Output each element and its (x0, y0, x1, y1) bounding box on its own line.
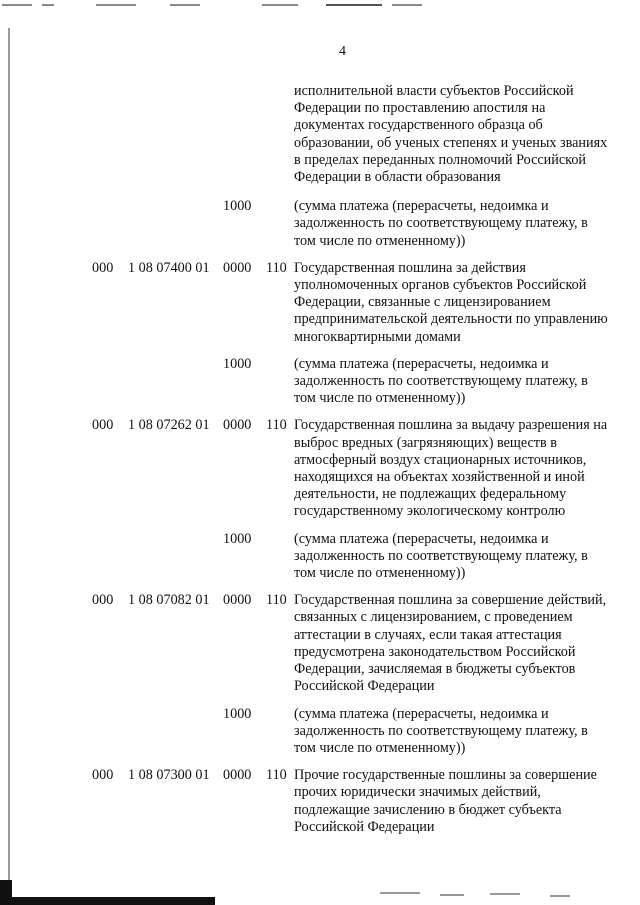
kind-code: 110 (266, 259, 287, 276)
subcode: 1000 (223, 198, 252, 215)
page-number: 4 (339, 44, 346, 59)
item-description: Государственная пошлина за действия уполномоченных органов субъектов Российской Федерации, связанные с лицензированием предпринимательской деятельности по управлению многоквартирными домами (294, 259, 608, 345)
scan-artifact-bottom (380, 892, 610, 898)
payment-description: (сумма платежа (перерасчеты, недоимка и задолженность по соответствующему платежу, в том числе по отмененному)) (294, 198, 588, 249)
subcode: 0000 (223, 259, 252, 276)
subcode: 1000 (223, 530, 252, 547)
admin-code: 000 (92, 767, 114, 784)
income-code: 1 08 07082 01 (128, 592, 210, 609)
admin-code: 000 (92, 417, 114, 434)
payment-row (0, 706, 640, 758)
item-description: Государственная пошлина за выдачу разрешения на выброс вредных (загрязняющих) веществ в атмосферный воздух стационарных источников, находящихся на объектах хозяйственной и иной деятельности, не подлежащих федеральному государственному экологическому контролю (294, 417, 608, 520)
payment-description: (сумма платежа (перерасчеты, недоимка и задолженность по соответствующему платежу, в том числе по отмененному)) (294, 705, 588, 756)
subcode: 0000 (223, 417, 252, 434)
income-code: 1 08 07300 01 (128, 767, 210, 784)
kind-code: 110 (266, 767, 287, 784)
admin-code: 000 (92, 259, 114, 276)
item-description: Прочие государственные пошлины за совершение прочих юридически значимых действий, подлежащие зачислению в бюджет субъекта Российской Федерации (294, 767, 597, 835)
scan-artifact-top (0, 0, 640, 14)
budget-code-row (0, 767, 640, 836)
subcode: 0000 (223, 767, 252, 784)
kind-code: 110 (266, 417, 287, 434)
income-code: 1 08 07262 01 (128, 417, 210, 434)
budget-code-row (0, 417, 640, 520)
budget-code-row (0, 592, 640, 695)
payment-row (0, 356, 640, 408)
continuation-text: исполнительной власти субъектов Российской Федерации по проставлению апостиля на документах государственного образца об образовании, об ученых степенях и ученых званиях в пределах переданных полномочий Российской Федерации в области образования (294, 83, 608, 186)
admin-code: 000 (92, 592, 114, 609)
subcode: 1000 (223, 355, 252, 372)
corner-bar (0, 897, 215, 905)
payment-description: (сумма платежа (перерасчеты, недоимка и задолженность по соответствующему платежу, в том числе по отмененному)) (294, 355, 588, 407)
budget-code-row (0, 260, 640, 346)
payment-description: (сумма платежа (перерасчеты, недоимка и задолженность по соответствующему платежу, в том числе по отмененному)) (294, 530, 588, 582)
kind-code: 110 (266, 592, 287, 609)
payment-row (0, 198, 640, 250)
document-body (0, 83, 640, 846)
subcode: 0000 (223, 592, 252, 609)
subcode: 1000 (223, 705, 252, 722)
payment-row (0, 531, 640, 583)
income-code: 1 08 07400 01 (128, 259, 210, 276)
item-description: Государственная пошлина за совершение действий, связанных с лицензированием, с проведением аттестации в случаях, если такая аттестация предусмотрена законодательством Российской Федерации, зачисляемая в бюджеты субъектов Российской Федерации (294, 592, 607, 695)
